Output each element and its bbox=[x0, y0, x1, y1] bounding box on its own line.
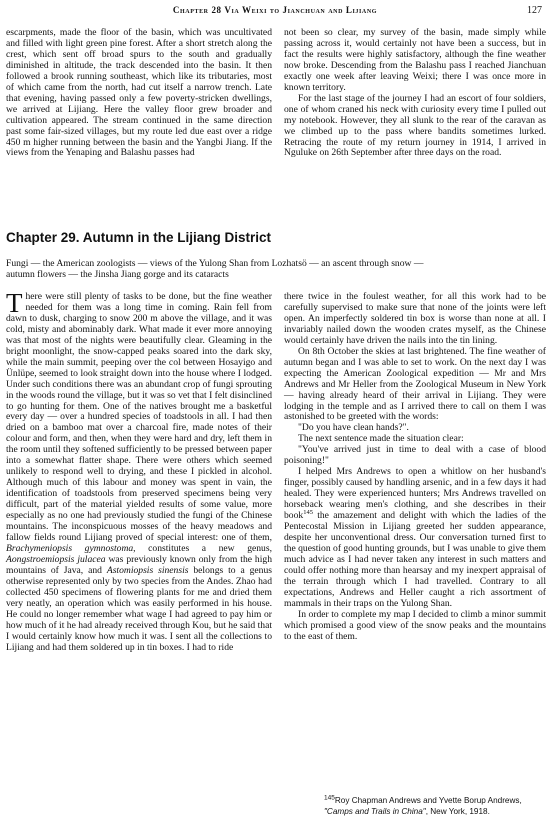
top-right-column bbox=[284, 28, 546, 224]
chapter-title: Chapter 29. Autumn in the Lijiang District bbox=[6, 230, 272, 245]
paragraph: The next sentence made the situation clear: bbox=[298, 433, 464, 445]
paragraph: In order to complete my map I decided to climb a minor summit which promised a good view of the snow peaks and the mountains to the east of them. bbox=[284, 608, 546, 642]
top-left-column bbox=[6, 28, 272, 224]
paragraph: escarpments, made the floor of the basin, which was uncultivated and filled with light green pine forest. After a short stretch along the crest, which sent off broad spurs to the south and gradually diminished in altitude, the track descended into the basin. It then followed a brook running southeast, which like its tributaries, most of which came from the north, had cut itself a narrow trench. Late that evening, having passed only a few poverty-stricken dwellings, we arrived at Lijiang. Here the valley floor grew broader and cultivation appeared. The stream continued in the same direction past some fair-sized villages, but my route led due east over a ridge 450 m higher running between the basin and the Yangbi Jiang. If the views from the Yenaping and Balashu passes had bbox=[6, 27, 272, 159]
bottom-left-column bbox=[6, 288, 272, 830]
synopsis-line: autumn flowers — the Jinsha Jiang gorge and its cataracts bbox=[6, 269, 229, 280]
paragraph bbox=[284, 467, 546, 609]
species-name: Brachymeniopsis gymnostoma bbox=[6, 542, 134, 554]
paragraph-text: , constitutes a new genus, bbox=[133, 542, 272, 554]
species-name: Astomiopsis sinensis bbox=[106, 564, 189, 576]
paragraph bbox=[6, 288, 272, 653]
running-head-title: Chapter 28 Via Weixi to Jianchuan and Lijiang bbox=[172, 5, 378, 15]
species-name: Aongstroemiopsis julacea bbox=[6, 553, 106, 565]
synopsis-line: Fungi — the American zoologists — views of the Yulong Shan from Lozhatsö — an ascent through snow — bbox=[6, 258, 424, 269]
footnote-text: Roy Chapman Andrews and Yvette Borup Andrews, bbox=[334, 796, 522, 805]
paragraph: there twice in the foulest weather, for all this work had to be carefully supervised to make sure that none of the joints were left open. An imperfectly soldered tin box is worse than none at all. I invariably nailed down the wooden crates myself, as the Chinese would certainly have driven the nails into the tin lining. bbox=[284, 291, 546, 346]
page-number: 127 bbox=[527, 5, 542, 16]
paragraph-text: was previously known only from the high mountains of Java, and bbox=[6, 553, 272, 576]
footnote-text: , New York, 1918. bbox=[425, 806, 490, 816]
paragraph-text: I helped Mrs Andrews to open a whitlow on her husband's finger, possibly caused by handling arsenic, and in a few days it had healed. They were experienced hunters; Mrs Andrews travelled on horseback wearing men's clothing, and she describes in their book bbox=[284, 466, 546, 522]
running-header bbox=[0, 5, 550, 23]
quotation: "Do you have clean hands?". bbox=[298, 422, 409, 434]
paragraph-text: belongs to a genus otherwise represented only by two species from the Andes. Zhao had collected 450 specimens of flowering plants for me and dried them very neatly, an operation which was easily performed in his house. He could no longer remember what wage I had agreed to pay him or how much of it he had already received through Kou, but he said that I would certainly know how much it was. I sent all the collections to Lijiang and had them soldered up in tin boxes. I had to ride bbox=[6, 564, 272, 653]
drop-cap: T bbox=[6, 288, 23, 318]
paragraph-text: the amazement and delight with which the ladies of the Pentecostal Mission in Lijiang greeted her sudden appearance, despite her unconventional dress. Our conversation turned first to the question of good hunting grounds, but I was unable to give them much advice as I had never taken any interest in such matters and could offer nothing more than hearsay and my inexpert appraisal of the terrain through which I had travelled. Contrary to all expectations, Andrews and Heller caught a rich assortment of mammals in their traps on the Yulong Shan. bbox=[284, 510, 546, 609]
bottom-right-column bbox=[284, 292, 546, 770]
footnote-reference[interactable]: 145 bbox=[303, 508, 313, 516]
paragraph-text: here were still plenty of tasks to be done, but the fine weather needed for them was a long time in coming. Rain fell from dawn to dusk, charging to snow 200 m above the village, and it was cold, misty and abominably dark. What made it ever more annoying was that most of the nights were beautifully clear. Gleaming in the bright moonlight, the snow-capped peaks soared into the dark sky, while the main summit, peeping over the col between Hosayigo and Ünlüpe, seemed to look straight down into the house where I lodged. Under such conditions there was an abundant crop of fungi sprouting in the woods round the village, but it was so vet that I felt disinclined to go hunting for them. One of the natives brought me a basketful every day — over a hundred species of toadstools in all. I had then dried on a bamboo mat over a charcoal fire, made notes of their colour and form, and then, when they were hard and dry, left them in the room until they softened sufficiently to be pressed between paper into a somewhat flatter shape. There were others which seemed unlikely to respond well to drying, and these I pickled in alcohol. Although much of this labour and money was spent in vain, the identification of toadstools from preserved specimens being very difficult, part of the material yielded results of some value, more especially as no one had previously studied the fungi of the Chinese mountains. The inconspicuous mosses of the heavy meadows and fallow fields round Lijiang proved of special interest: one of them, bbox=[6, 291, 272, 543]
chapter-synopsis bbox=[6, 258, 546, 280]
footnote-number: 145 bbox=[324, 794, 335, 802]
book-title: "Camps and Trails in China" bbox=[324, 806, 426, 816]
paragraph: not been so clear, my survey of the basin, made simply while passing across it, would certainly not have been a success, but in fact the results were highly satisfactory, although the fine weather now broke. Descending from the Balashu pass I reached Jianchuan exactly one week after leaving Weixi; there I was once more in known territory. bbox=[284, 27, 546, 93]
quotation: "You've arrived just in time to deal with a case of blood poisoning!" bbox=[284, 444, 546, 467]
paragraph: On 8th October the skies at last brightened. The fine weather of autumn began and I was able to set to work. On the next day I was expecting the American Zoological expedition — Mr and Mrs Andrews and Mr Heller from the Zoological Museum in New York — having already heard of their arrival in Lijiang. They were lodging in the temple and as I arrived there to call on them I was astonished to be greeted with the words: bbox=[284, 345, 546, 423]
paragraph: For the last stage of the journey I had an escort of four soldiers, one of whom craned his neck with curiosity every time I pulled out my notebook. However, they all slunk to the rear of the caravan as we climbed up to the pass where bandits sometimes lurked. Retracing the route of my return journey in 1914, I arrived in Nguluke on 26th September after three days on the road. bbox=[284, 92, 546, 159]
footnote bbox=[324, 796, 550, 817]
